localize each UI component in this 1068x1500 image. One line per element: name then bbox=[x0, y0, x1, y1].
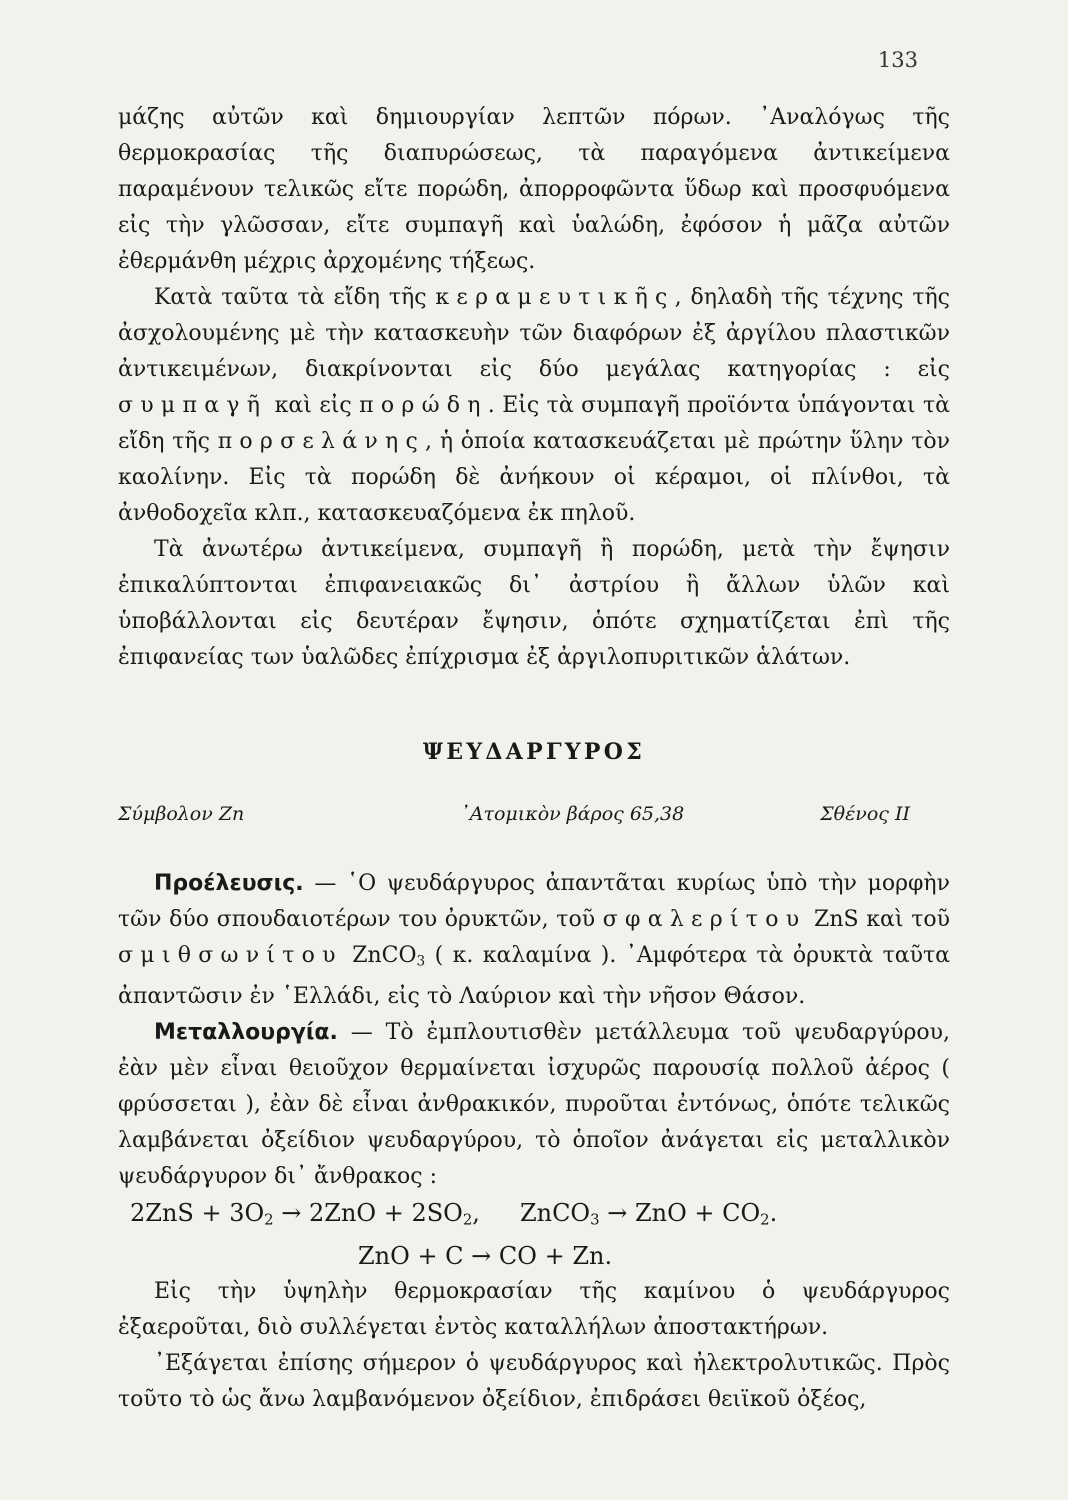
paragraph-electrolytic: ᾽Εξάγεται ἐπίσης σήμερον ὁ ψευδάργυρος καὶ ἠλεκτρολυτικῶς. Πρὸς τοῦτο τὸ ὡς ἄνω λαμβανόμενον ὀξείδιον, ἐπιδράσει θειϊκοῦ ὀξέος, bbox=[118, 1351, 950, 1413]
paragraph-vaporization: Εἰς τὴν ὑψηλὴν θερμοκρασίαν τῆς καμίνου ὁ ψευδάργυρος ἐξαεροῦται, διὸ συλλέγεται ἐντὸς καταλλήλων ἀποστακτήρων. bbox=[118, 1279, 950, 1341]
paragraph-origin bbox=[118, 866, 950, 1015]
text-run: Κατὰ ταῦτα τὰ εἴδη τῆς bbox=[154, 285, 436, 310]
equation-part: ZnCO bbox=[519, 1199, 591, 1228]
text-run: . Εἰς τὰ συμπαγῆ προϊόντα ὑπάγονται τὰ εἴδη τῆς bbox=[118, 393, 950, 454]
subscript: 2 bbox=[462, 1211, 473, 1230]
subsection-label-metallurgy: Μεταλλουργία. bbox=[154, 1020, 338, 1046]
body-text bbox=[118, 100, 950, 1418]
element-symbol: Σύμβολον Zn bbox=[118, 803, 245, 825]
paragraph-metallurgy bbox=[118, 1015, 950, 1195]
subscript: 3 bbox=[590, 1211, 600, 1230]
subscript: 2 bbox=[760, 1211, 770, 1230]
equation-part: → 2ZnO + 2SO bbox=[273, 1199, 463, 1228]
equation-part: , bbox=[472, 1199, 480, 1228]
spaced-term-smithsonitou: σμιθσωνίτου bbox=[118, 943, 343, 968]
equation-part: → ZnO + CO bbox=[599, 1199, 761, 1228]
equation-part: . bbox=[769, 1199, 778, 1228]
subscript: 2 bbox=[264, 1211, 274, 1230]
spaced-term-sfaleritou: σφαλερίτου bbox=[602, 907, 807, 932]
spaced-term-porodi: πορώδη bbox=[359, 393, 488, 418]
spaced-term-sympagi: συμπαγῆ bbox=[118, 393, 268, 418]
text-run: ZnCO bbox=[342, 943, 417, 968]
atomic-weight: ᾽Ατομικὸν βάρος 65,38 bbox=[460, 803, 685, 825]
text-run: ( κ. καλαμίνα ). ᾽Αμφότερα τὰ ὀρυκτὰ ταῦτα ἀπαντῶσιν ἐν ῾Ελλάδι, εἰς τὸ Λαύριον καὶ τὴν νῆσον Θάσον. bbox=[118, 943, 950, 1010]
equation-line-1 bbox=[118, 1195, 950, 1238]
spaced-term-porselanis: πορσελάνης bbox=[217, 429, 426, 454]
element-meta-row bbox=[118, 796, 950, 832]
text-run: , ἡ ὁποία κατασκευάζεται μὲ πρώτην ὕλην τὸν καολίνην. Εἰς τὰ πορώδη δὲ ἀνήκουν οἱ κέραμοι, οἱ πλίνθοι, τὰ ἀνθοδοχεῖα κλπ., κατασκευαζόμενα ἐκ πηλοῦ. bbox=[118, 429, 950, 526]
section-heading: ΨΕΥΔΑΡΓΥΡΟΣ bbox=[422, 739, 646, 765]
text-run: , δηλαδὴ τῆς τέχνης τῆς ἀσχολουμένης μὲ τὴν κατασκευὴν τῶν διαφόρων ἐξ ἀργίλου πλαστικῶν ἀντικειμένων, διακρίνονται εἰς δύο μεγάλας κατηγορίας : εἰς bbox=[118, 285, 950, 382]
paragraph-glazing: Τὰ ἀνωτέρω ἀντικείμενα, συμπαγῆ ἢ πορώδη, μετὰ τὴν ἔψησιν ἐπικαλύπτονται ἐπιφανειακῶς δι᾽ ἀστρίου ἢ ἄλλων ὑλῶν καὶ ὑποβάλλονται εἰς δευτέραν ἔψησιν, ὁπότε σχηματίζεται ἐπὶ τῆς ἐπιφανείας των ὑαλῶδες ἐπίχρισμα ἐξ ἀργιλοπυριτικῶν ἁλάτων. bbox=[118, 537, 950, 670]
page-number: 133 bbox=[877, 48, 918, 72]
text-run: ZnS καὶ τοῦ bbox=[806, 907, 950, 932]
text-run: καὶ εἰς bbox=[267, 393, 360, 418]
spaced-term-keramevtikis: κεραμευτικῆς bbox=[435, 285, 675, 310]
paragraph-ceramics-intro: μάζης αὐτῶν καὶ δημιουργίαν λεπτῶν πόρων. ᾽Αναλόγως τῆς θερμοκρασίας τῆς διαπυρώσεως, τὰ παραγόμενα ἀντικείμενα παραμένουν τελικῶς εἴτε πορώδη, ἀπορροφῶντα ὕδωρ καὶ προσφυόμενα εἰς τὴν γλῶσσαν, εἴτε συμπαγῆ καὶ ὑαλώδη, ἐφόσον ἡ μᾶζα αὐτῶν ἐθερμάνθη μέχρις ἀρχομένης τήξεως. bbox=[118, 105, 950, 274]
equation-part: 2ZnS + 3O bbox=[130, 1199, 265, 1228]
paragraph-ceramics-types bbox=[118, 280, 950, 532]
valence: Σθένος II bbox=[820, 803, 910, 825]
subscript: 3 bbox=[416, 953, 426, 970]
text-run: — ῾Ο ψευδάργυρος ἀπαντᾶται κυρίως ὑπὸ τὴν μορφὴν τῶν δύο σπουδαιοτέρων του ὀρυκτῶν, τοῦ bbox=[118, 871, 950, 932]
subsection-label-origin: Προέλευσις. bbox=[154, 871, 304, 896]
equation-line-2: ZnO + C → CO + Zn. bbox=[358, 1242, 613, 1271]
text-run: — Τὸ ἐμπλουτισθὲν μετάλλευμα τοῦ ψευδαργύρου, ἐὰν μὲν εἶναι θειοῦχον θερμαίνεται ἰσχυρῶς παρουσίᾳ πολλοῦ ἀέρος ( φρύσσεται ), ἐὰν δὲ εἶναι ἀνθρακικόν, πυροῦται ἐντόνως, ὁπότε τελικῶς λαμβάνεται ὀξείδιον ψευδαργύρου, τὸ ὁποῖον ἀνάγεται εἰς μεταλλικὸν ψευδάργυρον δι᾽ ἄνθρακος : bbox=[118, 1020, 950, 1190]
